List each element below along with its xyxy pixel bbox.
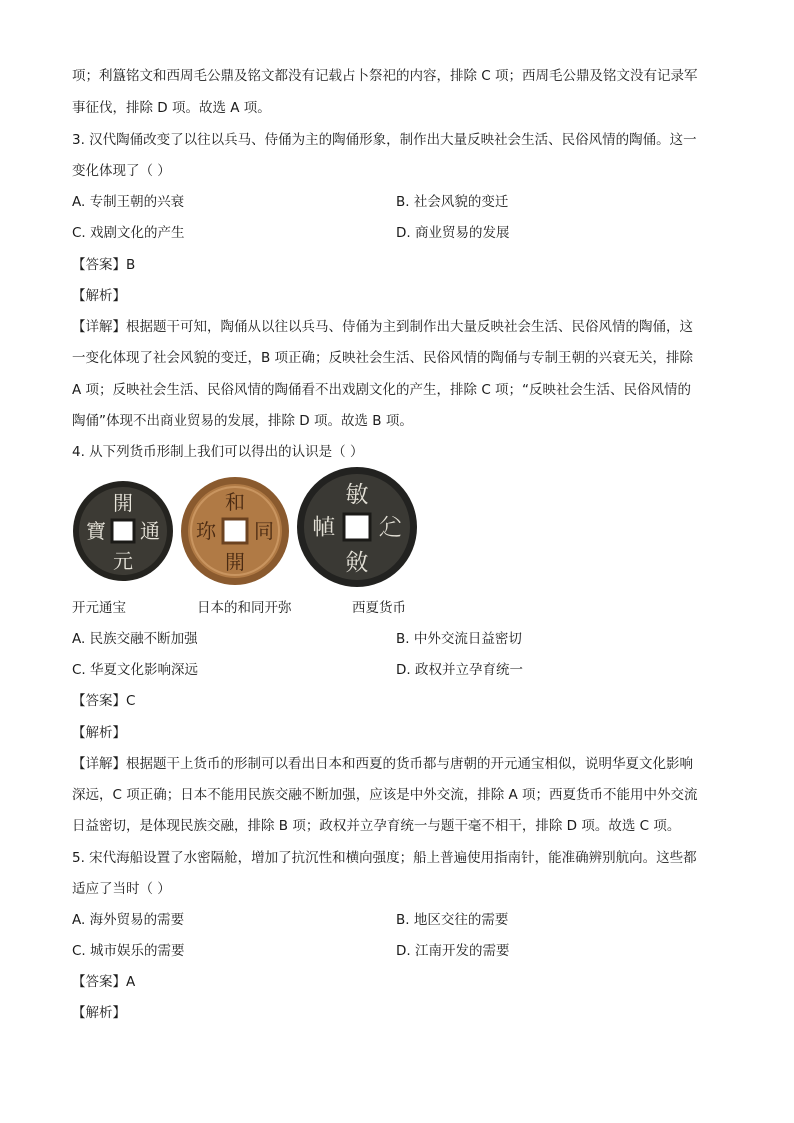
coin-char-right: 同 (254, 519, 274, 543)
coin-char-bottom: 㪘 (345, 550, 369, 576)
coin-char-left: 珎 (196, 519, 216, 543)
q4-answer: 【答案】C (72, 693, 136, 709)
prev-analysis-line-1: 项；利簋铭文和西周毛公鼎及铭文都没有记载占卜祭祀的内容，排除 C 项；西周毛公鼎及铭文没有记录军 (72, 68, 698, 84)
coin-caption-wado: 日本的和同开弥 (197, 600, 292, 616)
q4-detail-line-1: 【详解】根据题干上货币的形制可以看出日本和西夏的货币都与唐朝的开元通宝相似，说明华夏文化影响 (72, 756, 693, 772)
q4-analysis-heading: 【解析】 (72, 725, 126, 741)
q3-detail-line-3: A 项；反映社会生活、民俗风情的陶俑看不出戏剧文化的产生，排除 C 项；“反映社会生活、民俗风情的 (72, 382, 692, 398)
coin-western-xia (296, 466, 418, 592)
coin-square-hole (344, 514, 370, 540)
q3-analysis-heading: 【解析】 (72, 288, 126, 304)
q3-option-b: B. 社会风貌的变迁 (396, 194, 509, 210)
coin-char-right: 通 (140, 519, 160, 543)
coin-char-right: 𠔇 (378, 515, 402, 541)
coin-square-hole (223, 519, 247, 543)
q3-detail-line-2: 一变化体现了社会风貌的变迁，B 项正确；反映社会生活、民俗风情的陶俑与专制王朝的兴衰无关，排除 (72, 350, 694, 366)
coin-char-top: 和 (225, 490, 245, 514)
q3-option-c: C. 戏剧文化的产生 (72, 225, 185, 241)
q3-stem-line-2: 变化体现了（ ） (72, 163, 171, 179)
q3-option-d: D. 商业贸易的发展 (396, 225, 510, 241)
coin-char-left: 寶 (86, 519, 106, 543)
q4-stem-line-1: 4. 从下列货币形制上我们可以得出的认识是（ ） (72, 444, 364, 460)
coin-kaiyuan-tongbao (72, 480, 174, 586)
q5-option-c: C. 城市娱乐的需要 (72, 943, 185, 959)
q4-detail-line-2: 深远，C 项正确；日本不能用民族交融不断加强，应该是中外交流，排除 A 项；西夏货币不能用中外交流 (72, 787, 698, 803)
coin-xixia-image (296, 466, 418, 588)
q3-detail-line-4: 陶俑”体现不出商业贸易的发展，排除 D 项。故选 B 项。 (72, 413, 413, 429)
coin-char-bottom: 元 (113, 549, 133, 573)
q4-option-b: B. 中外交流日益密切 (396, 631, 522, 647)
coin-square-hole (112, 520, 134, 542)
coin-kaiyuan-image (72, 480, 174, 582)
q5-analysis-heading: 【解析】 (72, 1005, 126, 1021)
q4-option-c: C. 华夏文化影响深远 (72, 662, 199, 678)
q4-option-d: D. 政权并立孕育统一 (396, 662, 523, 678)
q3-option-a: A. 专制王朝的兴衰 (72, 194, 185, 210)
q5-stem-line-2: 适应了当时（ ） (72, 881, 171, 897)
coin-char-left: 𢃜 (312, 515, 336, 541)
coin-wado-image (180, 476, 290, 586)
coin-caption-kaiyuan: 开元通宝 (72, 600, 126, 616)
q3-stem-line-1: 3. 汉代陶俑改变了以往以兵马、侍俑为主的陶俑形象，制作出大量反映社会生活、民俗风情的陶俑。这一 (72, 132, 697, 148)
q5-stem-line-1: 5. 宋代海船设置了水密隔舱，增加了抗沉性和横向强度；船上普遍使用指南针，能准确辨别航向。这些都 (72, 850, 697, 866)
coin-char-bottom: 開 (225, 550, 245, 574)
prev-analysis-line-2: 事征伐，排除 D 项。故选 A 项。 (72, 100, 271, 116)
coin-wado-kaichin (180, 476, 290, 590)
q3-detail-line-1: 【详解】根据题干可知，陶俑从以往以兵马、侍俑为主到制作出大量反映社会生活、民俗风情的陶俑，这 (72, 319, 693, 335)
coin-char-top: 敏 (345, 482, 369, 508)
q4-option-a: A. 民族交融不断加强 (72, 631, 198, 647)
q5-option-b: B. 地区交往的需要 (396, 912, 509, 928)
q5-answer: 【答案】A (72, 974, 136, 990)
q3-answer: 【答案】B (72, 257, 136, 273)
q5-option-a: A. 海外贸易的需要 (72, 912, 185, 928)
coin-caption-xixia: 西夏货币 (352, 600, 406, 616)
coin-char-top: 開 (113, 491, 133, 515)
q4-detail-line-3: 日益密切，是体现民族交融，排除 B 项；政权并立孕育统一与题干毫不相干，排除 D 项。故选 C 项。 (72, 818, 681, 834)
q5-option-d: D. 江南开发的需要 (396, 943, 510, 959)
